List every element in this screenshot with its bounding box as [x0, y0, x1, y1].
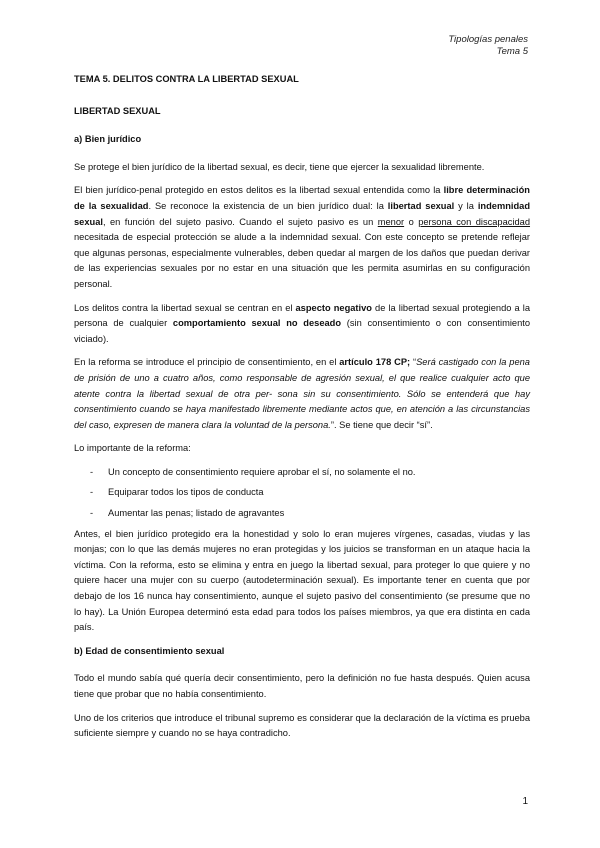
bold-term: aspecto negativo [295, 302, 372, 313]
paragraph-4 [74, 355, 530, 433]
text-run: (sin consentimiento o con consentimiento viciado). [74, 318, 530, 344]
list-item [74, 485, 530, 501]
text-run: El bien jurídico-penal protegido en estos delitos es la libertad sexual entendida como la [74, 185, 444, 196]
list-item-text: Equiparar todos los tipos de conducta [108, 487, 264, 498]
text-run: , en función del sujeto pasivo. Cuando el sujeto pasivo es un [102, 216, 378, 227]
document-body [74, 72, 530, 750]
paragraph-3 [74, 301, 530, 348]
bold-term: indemnidad sexual [74, 200, 530, 227]
underlined-term: menor [377, 216, 405, 227]
text-run: . Se reconoce la existencia de un bien jurídico dual: la [148, 200, 388, 211]
bold-term: libertad sexual [387, 200, 455, 211]
bold-term: comportamiento sexual no deseado [172, 318, 342, 329]
text-run: o [404, 216, 419, 227]
article-reference: artículo 178 CP; [339, 357, 411, 368]
paragraph-7: Todo el mundo sabía qué quería decir consentimiento, pero la definición no fue hasta después. Quien acusa tiene que probar que no había consentimiento. [74, 673, 530, 699]
text-run: de la libertad sexual protegiendo a la persona de cualquier [74, 302, 530, 329]
legal-quote: Será castigado con la pena de prisión de uno a cuatro años, como responsable de agresión sexual, el que realice cualquier acto que atente contra la libertad sexual de otra per- sona sin su consentimiento. Sólo se entenderá que hay consentimiento cuando se haya manifestado libremente mediante actos que, en atención a las circunstancias del caso, expresen de manera clara la voluntad de la persona. [74, 357, 530, 430]
text-run: ”. Se tiene que decir “sí”. [330, 419, 433, 430]
subsection-heading-a: a) Bien jurídico [74, 134, 142, 145]
dash-bullet: - [90, 466, 94, 477]
section-heading: LIBERTAD SEXUAL [74, 105, 161, 116]
bold-term: libre determinación de la sexualidad [74, 185, 530, 211]
paragraph-6: Antes, el bien jurídico protegido era la honestidad y solo lo eran mujeres vírgenes, casadas, viudas y las monjas; con lo que las demás mujeres no eran protegidas y los juicios se transforman en un ataque hacia la víctima. Con la reforma, esto se elimina y entra en juego la libertad sexual, para proteger lo que quiere y no quiere hacer una mujer con su cuerpo (autodeterminación sexual). Es importante tener en cuenta que por debajo de los 16 nunca hay consentimiento, aunque el sujeto pasivo del consentimiento (se presume que no lo hay). La Unión Europea determinó esta edad para todos los países miembros, ya que era distinta en cada país. [74, 528, 530, 633]
paragraph-1: Se protege el bien jurídico de la libertad sexual, es decir, tiene que ejercer la sexualidad libremente. [74, 161, 485, 172]
text-run: “ [410, 357, 417, 368]
paragraph-5: Lo importante de la reforma: [74, 443, 191, 454]
header-topic: Tema 5 [496, 46, 528, 57]
list-item [74, 506, 530, 522]
reform-list [74, 465, 530, 522]
text-run: En la reforma se introduce el principio de consentimiento, en el [74, 357, 340, 368]
subsection-heading-b: b) Edad de consentimiento sexual [74, 645, 225, 656]
underlined-term: persona con discapacidad [418, 216, 531, 227]
list-item-text: Un concepto de consentimiento requiere aprobar el sí, no solamente el no. [108, 466, 416, 477]
list-item [74, 465, 530, 481]
paragraph-8: Uno de los criterios que introduce el tribunal supremo es considerar que la declaración de la víctima es prueba suficiente siempre y cuando no se haya contradicho. [74, 712, 530, 739]
dash-bullet: - [90, 508, 94, 519]
list-item-text: Aumentar las penas; listado de agravantes [108, 508, 285, 519]
text-run: y la [454, 200, 478, 211]
running-header [448, 34, 528, 58]
paragraph-2 [74, 183, 530, 292]
text-run: Los delitos contra la libertad sexual se centran en el [74, 302, 296, 313]
document-title: TEMA 5. DELITOS CONTRA LA LIBERTAD SEXUAL [74, 74, 299, 84]
text-run: necesitada de especial protección se alude a la indemnidad sexual. Con este concepto se pretende reflejar que algunas personas, especialmente vulnerables, deben quedar al margen de los daños que puedan derivar de las experiencias sexuales por no estar en una situación que les permita asumirlas en su configuración personal. [74, 232, 530, 289]
dash-bullet: - [90, 487, 94, 498]
header-course: Tipologías penales [448, 34, 528, 45]
page-number: 1 [522, 796, 528, 807]
